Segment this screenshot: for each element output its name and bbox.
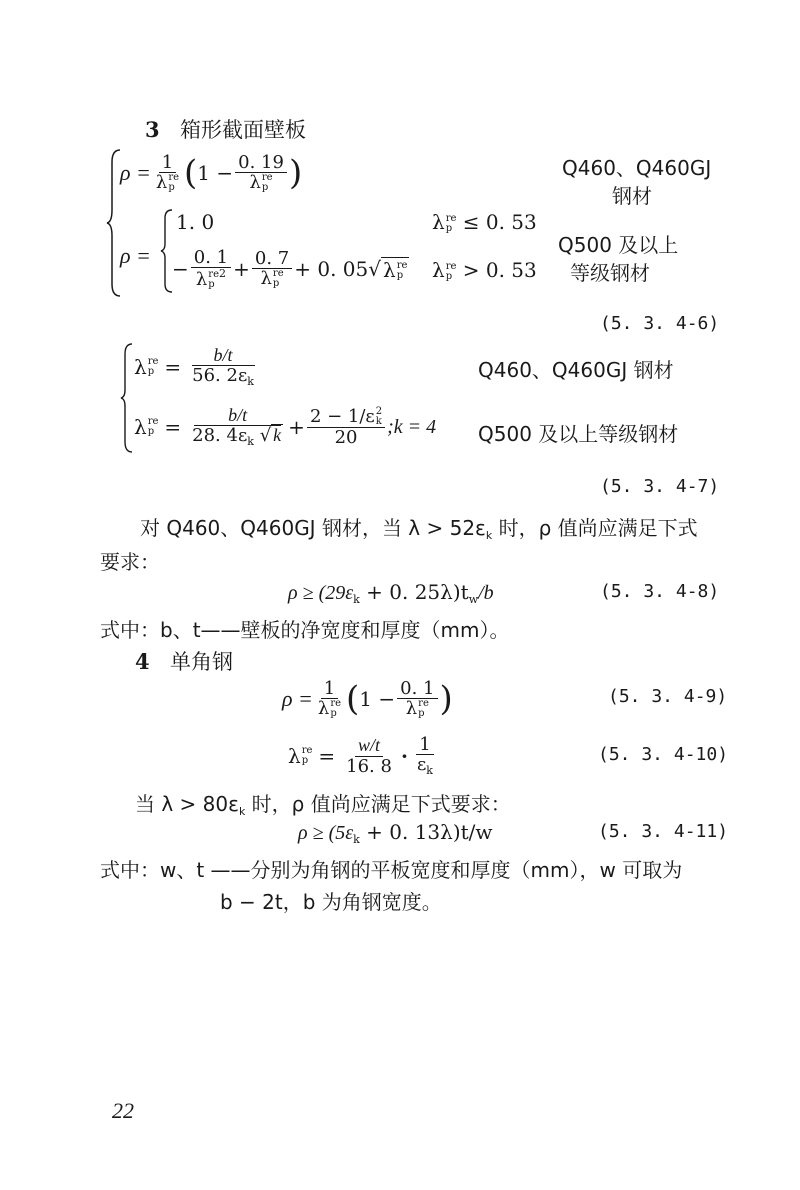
- page-number: 22: [112, 1098, 134, 1123]
- material-label: 钢材: [612, 184, 652, 208]
- section-number: 3: [145, 117, 160, 142]
- section-number: 4: [135, 649, 150, 674]
- section-title: 箱形截面壁板: [179, 118, 306, 142]
- equation-number: (5. 3. 4-9): [608, 686, 728, 707]
- fraction: 1 λ re p: [155, 151, 180, 194]
- equation-number: (5. 3. 4-8): [600, 581, 720, 602]
- section-4-heading: [135, 646, 233, 676]
- material-label: Q460、Q460GJ: [562, 156, 712, 180]
- left-brace-icon: [120, 342, 134, 454]
- eq-5-3-4-8: $\rho \ge (29\varepsilon_k + 0$. $25\lambda)t_w/b$: [288, 580, 494, 606]
- eq-5-3-4-9: ρ = 1 λ re p ( 1 − 0. 1 λ re p ): [282, 677, 453, 720]
- eq-5-3-4-6-row1: ρ = 1 λ re p ( 1 − 0. 19 λ re p ): [120, 151, 303, 194]
- equation-number: (5. 3. 4-10): [598, 744, 729, 765]
- fraction: 0. 19 λ re p: [235, 153, 287, 194]
- material-label: Q500 及以上等级钢材: [478, 422, 679, 446]
- where-clause: 式中：b、t——壁板的净宽度和厚度（mm）。: [100, 618, 510, 642]
- material-label: 等级钢材: [570, 261, 650, 285]
- eq-5-3-4-11: $\rho \ge (5\varepsilon_k + 0$. 13λ)t/w: [298, 820, 493, 846]
- case2-expression: − 0. 1 λ re p $^2$ + 0. 7 λ re p + 0. 05 √ λ re p: [172, 246, 408, 291]
- paragraph: 要求：: [100, 550, 160, 574]
- case2-condition: λ re p > 0. 53: [432, 258, 537, 282]
- equation-number: (5. 3. 4-6): [600, 313, 720, 334]
- case1-condition: λ re p ≤ 0. 53: [432, 210, 537, 234]
- equation-number: (5. 3. 4-11): [598, 821, 729, 842]
- where-clause: b − 2t，b 为角钢宽度。: [220, 890, 442, 914]
- case1-value: 1. 0: [176, 210, 215, 234]
- section-3-heading: [145, 114, 306, 144]
- eq-5-3-4-6-row2-lhs: ρ =: [120, 243, 151, 268]
- paragraph: 对 Q460、Q460GJ 钢材，当 $\lambda > 52\varepsilon_k$ 时，ρ 值尚应满足下式: [140, 516, 698, 542]
- material-label: Q460、Q460GJ 钢材: [478, 358, 674, 382]
- eq-5-3-4-10: λ re p = $\frac{w/t}{16. 8}$ · $\frac{1}{\varepsilon_k}$: [288, 733, 433, 778]
- where-clause: 式中：w、t ——分别为角钢的平板宽度和厚度（mm），w 可取为: [100, 858, 683, 882]
- equation-number: (5. 3. 4-7): [600, 476, 720, 497]
- material-label: Q500 及以上: [558, 233, 679, 257]
- section-title: 单角钢: [169, 650, 233, 674]
- eq-5-3-4-7-row1: λ re p = $\frac{b/t}{56. 2\varepsilon_k}$: [134, 344, 254, 389]
- eq-5-3-4-7-row2: λ re p = $\frac{b/t}{28. 4\varepsilon_k √ k}$ + 2 − 1/ε 2 k 20 ;k = 4: [134, 404, 437, 449]
- paragraph: 当 $\lambda > 80\varepsilon_k$ 时，ρ 值尚应满足下式要求：: [135, 792, 511, 818]
